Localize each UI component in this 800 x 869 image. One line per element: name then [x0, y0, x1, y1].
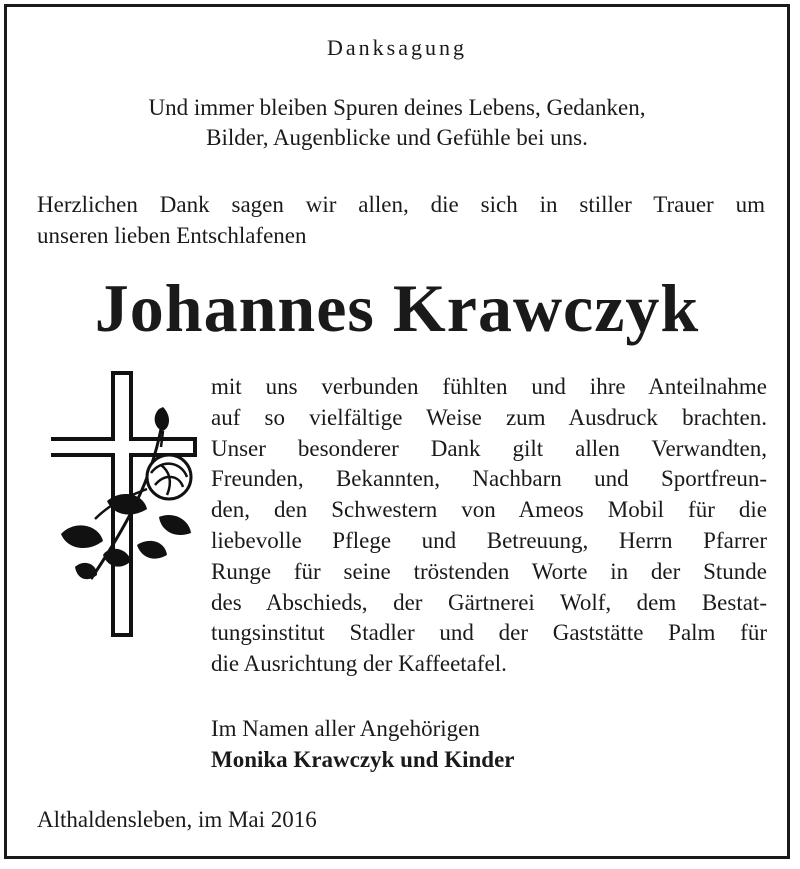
body-line: Runge für seine tröstenden Worte in der Stunde	[211, 558, 767, 584]
intro-line: unseren lieben Entschlafenen	[37, 223, 307, 248]
body-line: mit uns verbunden fühlten und ihre Anteilnahme	[211, 374, 767, 399]
body-line: die Ausrichtung der Kaffeetafel.	[211, 651, 507, 677]
body-line: den, den Schwestern von Ameos Mobil für die	[211, 497, 767, 523]
verse-line: Und immer bleiben Spuren deines Lebens, Gedanken,	[148, 95, 646, 120]
signature-block	[211, 713, 515, 775]
body-line: auf so vielfältige Weise zum Ausdruck brachten.	[211, 404, 767, 430]
body-line: des Abschieds, der Gärtnerei Wolf, dem Bestat-	[211, 589, 767, 615]
place-date: Althaldensleben, im Mai 2016	[37, 807, 317, 832]
memorial-verse	[7, 93, 787, 153]
sign-intro: Im Namen aller Angehörigen	[211, 716, 480, 741]
body-line: Unser besonderer Dank gilt allen Verwandten,	[211, 435, 767, 461]
verse-line: Bilder, Augenblicke und Gefühle bei uns.	[206, 125, 588, 150]
cross-with-rose-icon	[51, 369, 201, 639]
body-line: liebevolle Pflege und Betreuung, Herrn Pfarrer	[211, 527, 767, 553]
thanks-body	[211, 372, 767, 680]
notice-heading: Danksagung	[327, 35, 467, 60]
body-line: Freunden, Bekannten, Nachbarn und Sportfreun-	[211, 466, 767, 492]
obituary-notice	[4, 4, 790, 859]
intro-line: Herzlichen Dank sagen wir allen, die sich in stiller Trauer um	[37, 192, 765, 217]
body-line: tungsinstitut Stadler und der Gaststätte Palm für	[211, 620, 767, 646]
thanks-intro	[37, 189, 765, 251]
signer-name: Monika Krawczyk und Kinder	[211, 747, 515, 772]
deceased-name: Johannes Krawczyk	[94, 270, 700, 346]
